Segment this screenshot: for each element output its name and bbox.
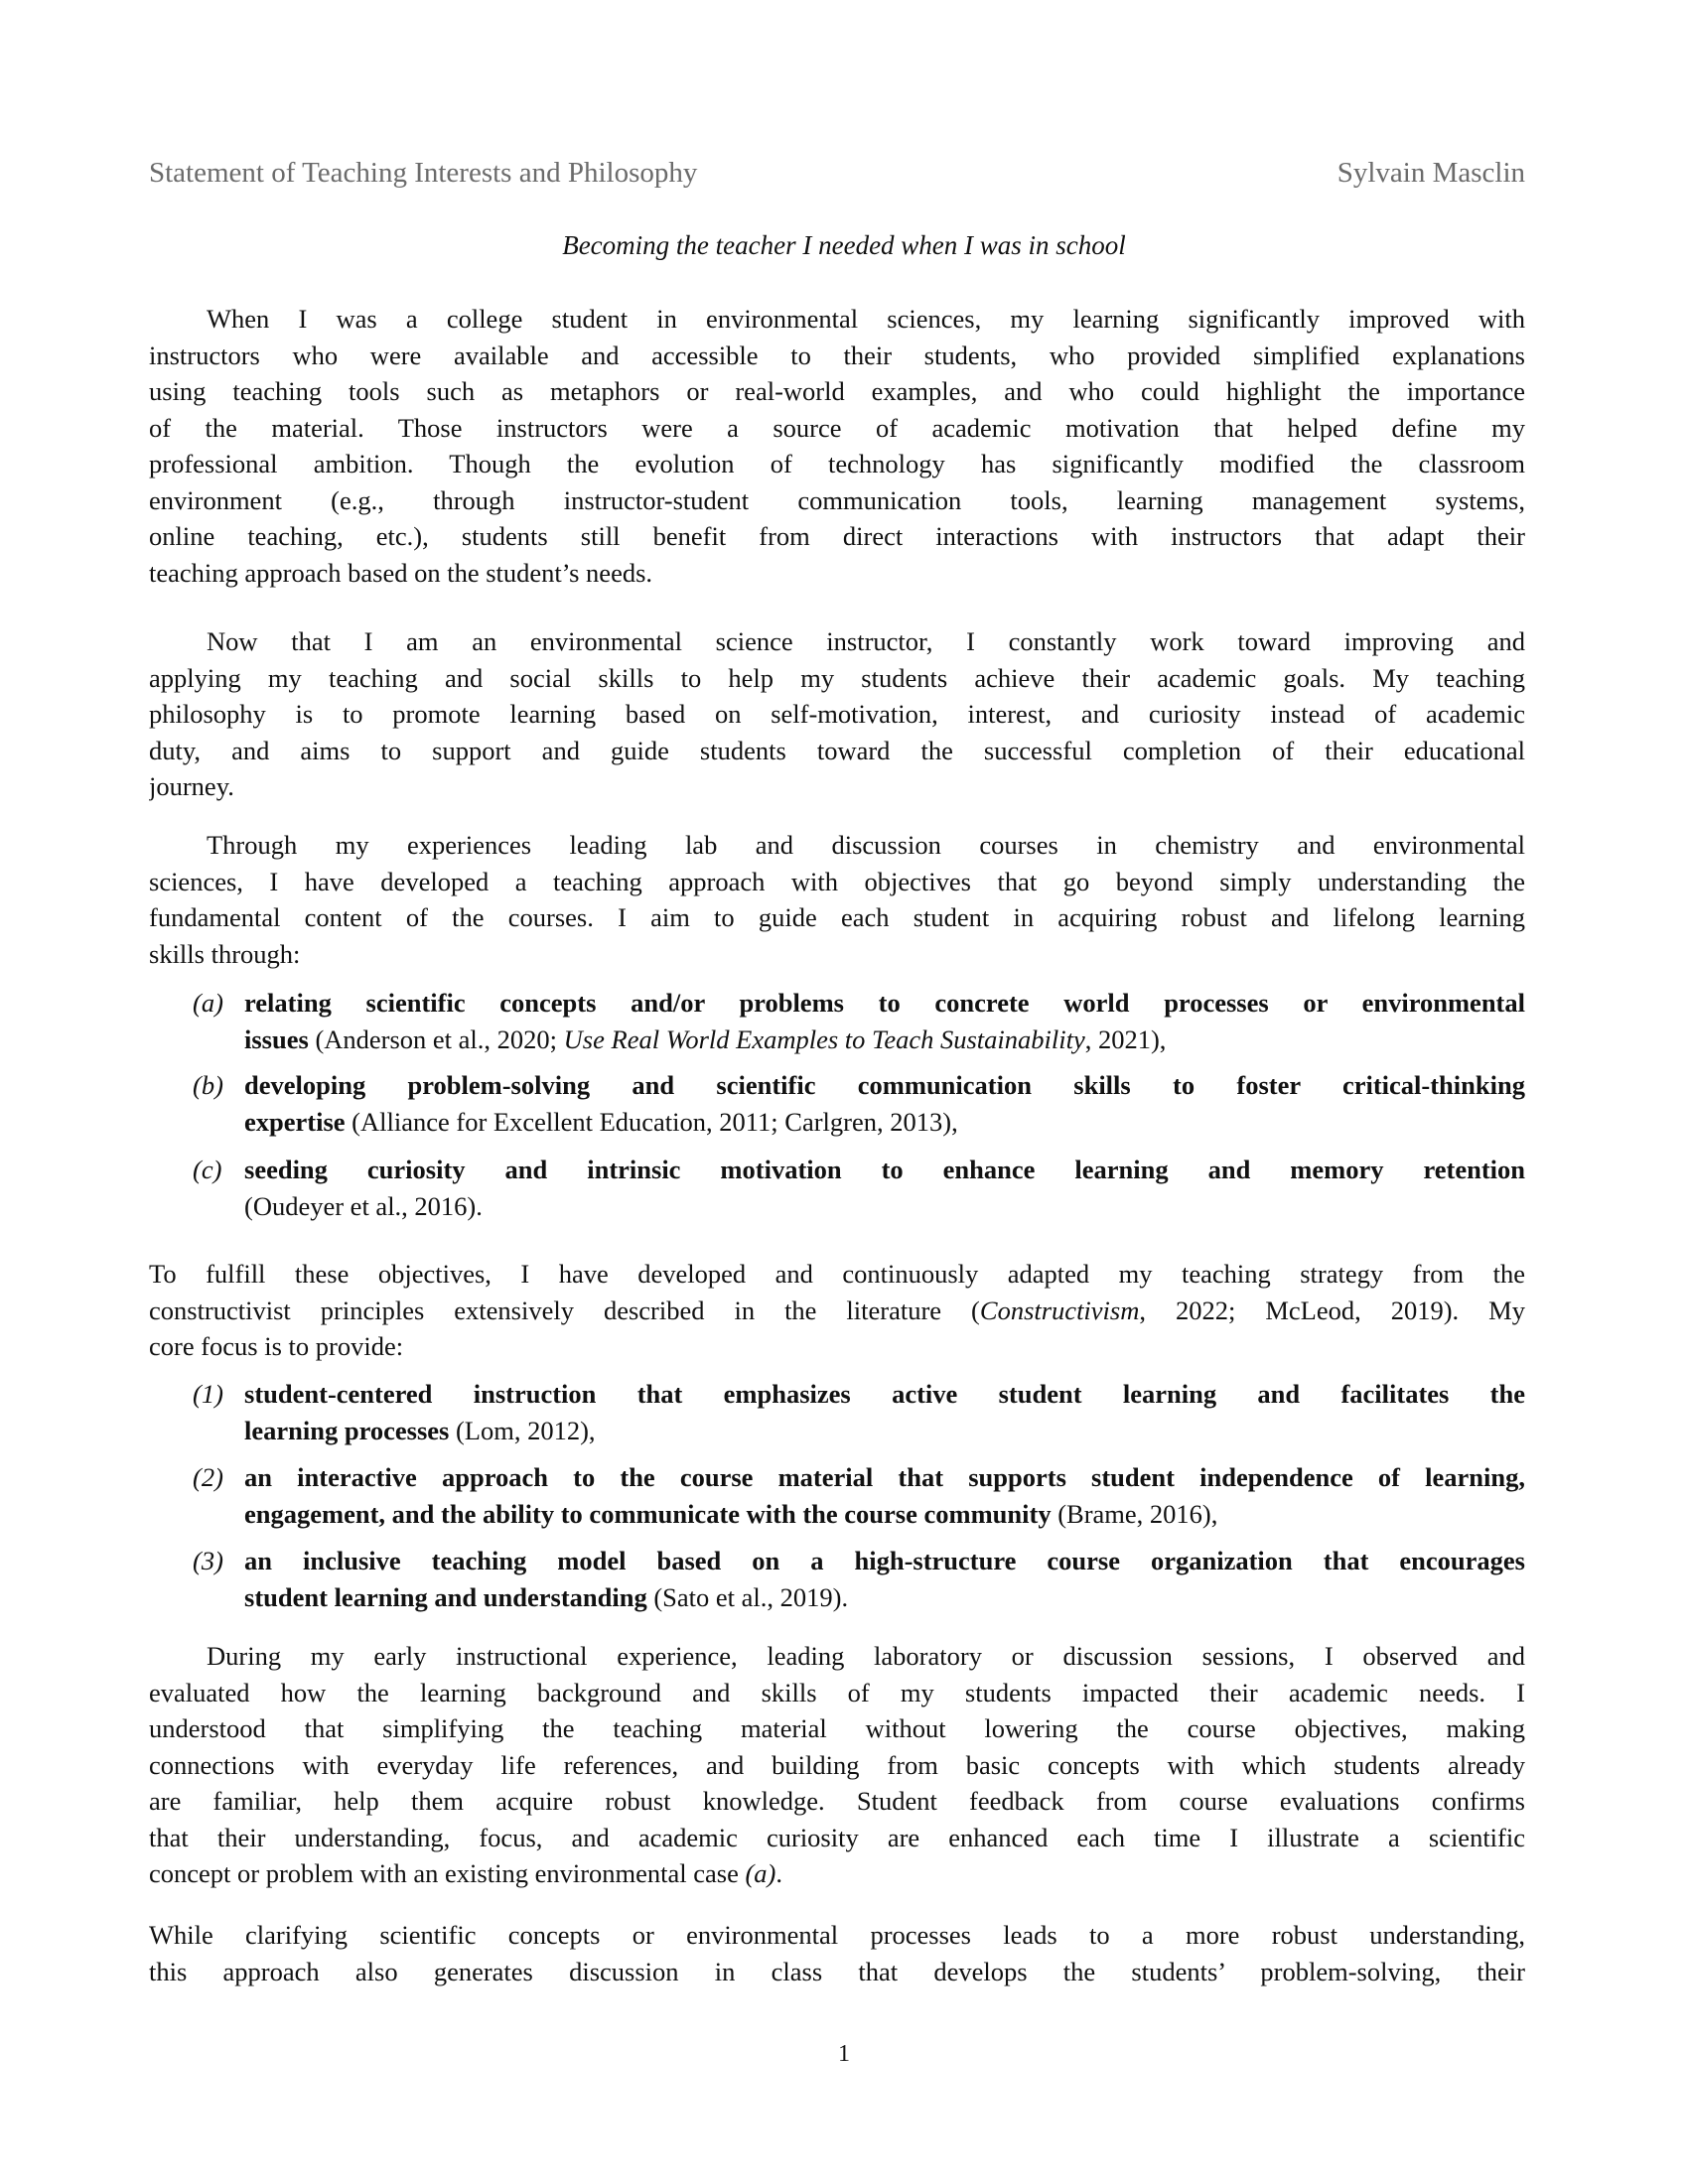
text-line	[149, 623, 1525, 660]
text-line	[149, 1783, 1525, 1820]
text-run: understood that simplifying the teaching material without lowering the course objectives, making	[149, 1713, 1525, 1743]
list-item	[149, 985, 1525, 1057]
text-run: duty, and aims to support and guide students toward the successful completion of their educational	[149, 735, 1525, 765]
bold-text: developing problem-solving and scientific communication skills to foster critical-thinking	[244, 1070, 1525, 1100]
text-line	[149, 301, 1525, 338]
text-line	[244, 1413, 1525, 1449]
text-line	[149, 1917, 1525, 1954]
list-item	[149, 1459, 1525, 1532]
text-run: .	[775, 1858, 783, 1888]
text-line	[149, 1747, 1525, 1784]
list-item	[149, 1152, 1525, 1224]
text-run: To fulfill these objectives, I have developed and continuously adapted my teaching strategy from the	[149, 1259, 1525, 1289]
text-run: (Sato et al., 2019).	[646, 1581, 849, 1612]
text-run: , 2021),	[1084, 1024, 1167, 1054]
text-line	[149, 660, 1525, 697]
list-item-label: (3)	[193, 1546, 223, 1575]
text-line	[244, 1188, 1525, 1225]
text-run: journey.	[149, 771, 234, 801]
text-line	[244, 1496, 1525, 1533]
text-run: skills through:	[149, 938, 301, 969]
list-item-label: (b)	[193, 1070, 223, 1100]
paragraph	[149, 623, 1525, 805]
paragraph	[149, 1638, 1525, 1892]
italic-text: Use Real World Examples to Teach Sustainability	[563, 1024, 1085, 1054]
text-run: (Brame, 2016),	[1051, 1498, 1218, 1529]
list-item	[149, 1543, 1525, 1615]
text-line	[149, 827, 1525, 864]
text-line	[244, 1579, 1525, 1616]
list-item	[149, 1376, 1525, 1448]
text-run: (Lom, 2012),	[449, 1415, 596, 1445]
document-subtitle: Becoming the teacher I needed when I was in school	[562, 230, 1126, 260]
bold-text: learning processes	[244, 1415, 450, 1445]
bold-text: issues	[244, 1024, 309, 1054]
text-run: that their understanding, focus, and academic curiosity are enhanced each time I illustrate a scientific	[149, 1822, 1525, 1852]
text-run: instructors who were available and accessible to their students, who provided simplified explanations	[149, 340, 1525, 370]
bold-text: an interactive approach to the course material that supports student independence of learning,	[244, 1462, 1525, 1492]
text-line	[244, 1543, 1525, 1579]
text-run: (Oudeyer et al., 2016).	[244, 1190, 483, 1221]
list-item-body	[244, 1152, 1525, 1224]
text-line	[149, 1855, 1525, 1892]
bold-text: student-centered instruction that emphasizes active student learning and facilitates the	[244, 1379, 1525, 1409]
text-run: connections with everyday life references, and building from basic concepts with which students already	[149, 1749, 1525, 1780]
text-line	[149, 1293, 1525, 1329]
text-run: teaching approach based on the student’s needs.	[149, 557, 653, 588]
text-line	[149, 482, 1525, 519]
text-run: are familiar, help them acquire robust knowledge. Student feedback from course evaluations confirms	[149, 1786, 1525, 1816]
text-run: sciences, I have developed a teaching approach with objectives that go beyond simply understanding the	[149, 866, 1525, 896]
text-line	[149, 1675, 1525, 1711]
text-run: constructivist principles extensively described in the literature (	[149, 1295, 980, 1325]
running-header-author: Sylvain Masclin	[1336, 157, 1525, 189]
text-run: philosophy is to promote learning based on self-motivation, interest, and curiosity instead of academic	[149, 699, 1525, 729]
paragraph	[149, 827, 1525, 972]
text-run: applying my teaching and social skills to help my students achieve their academic goals. My teaching	[149, 662, 1525, 693]
text-run: , 2022; McLeod, 2019). My	[1139, 1295, 1525, 1325]
text-line	[149, 1638, 1525, 1675]
list-item-label: (1)	[193, 1379, 223, 1409]
list-item-body	[244, 1376, 1525, 1448]
bold-text: expertise	[244, 1106, 346, 1137]
text-run: professional ambition. Though the evolution of technology has significantly modified the classroom	[149, 449, 1525, 478]
list-item	[149, 1067, 1525, 1140]
text-line	[149, 864, 1525, 900]
text-line	[244, 1104, 1525, 1141]
text-run: Through my experiences leading lab and discussion courses in chemistry and environmental	[207, 830, 1525, 860]
text-line	[149, 338, 1525, 374]
text-line	[149, 1328, 1525, 1365]
page-number: 1	[838, 2041, 850, 2067]
bold-text: relating scientific concepts and/or problems to concrete world processes or environmental	[244, 988, 1525, 1018]
text-line	[149, 733, 1525, 769]
text-line	[149, 1256, 1525, 1293]
text-line	[149, 518, 1525, 555]
text-line	[149, 696, 1525, 733]
text-run: online teaching, etc.), students still benefit from direct interactions with instructors that adapt their	[149, 521, 1525, 551]
text-run: using teaching tools such as metaphors or real-world examples, and who could highlight the importance	[149, 376, 1525, 406]
text-line	[244, 985, 1525, 1022]
text-run: of the material. Those instructors were a source of academic motivation that helped define my	[149, 412, 1525, 443]
paragraph	[149, 301, 1525, 591]
text-line	[149, 1710, 1525, 1747]
text-line	[149, 768, 1525, 805]
text-run: evaluated how the learning background and skills of my students impacted their academic needs. I	[149, 1677, 1525, 1707]
list-item-body	[244, 1459, 1525, 1532]
text-line	[149, 410, 1525, 447]
bold-text: student learning and understanding	[244, 1581, 647, 1612]
list-item-body	[244, 1543, 1525, 1615]
text-run: this approach also generates discussion in class that develops the students’ problem-solving, their	[149, 1956, 1525, 1986]
text-line	[149, 1820, 1525, 1856]
text-line	[149, 936, 1525, 973]
list-item-body	[244, 1067, 1525, 1140]
running-header-title: Statement of Teaching Interests and Philosophy	[149, 157, 698, 189]
text-run: Now that I am an environmental science instructor, I constantly work toward improving and	[207, 626, 1525, 656]
bold-text: seeding curiosity and intrinsic motivation to enhance learning and memory retention	[244, 1155, 1525, 1184]
italic-text: (a)	[745, 1858, 776, 1888]
bold-text: an inclusive teaching model based on a high-structure course organization that encourages	[244, 1546, 1525, 1575]
list-item-label: (a)	[193, 988, 223, 1018]
list-item-body	[244, 985, 1525, 1057]
list-item-label: (2)	[193, 1462, 223, 1492]
text-line	[244, 1022, 1525, 1058]
paragraph	[149, 1917, 1525, 1989]
text-line	[244, 1067, 1525, 1104]
text-line	[149, 446, 1525, 482]
text-run: fundamental content of the courses. I aim to guide each student in acquiring robust and lifelong learning	[149, 902, 1525, 932]
list-item-label: (c)	[193, 1155, 222, 1184]
text-run: When I was a college student in environmental sciences, my learning significantly improved with	[207, 304, 1525, 334]
text-line	[149, 899, 1525, 936]
text-line	[149, 555, 1525, 592]
text-run: During my early instructional experience, leading laboratory or discussion sessions, I observed and	[207, 1641, 1525, 1671]
text-run: (Alliance for Excellent Education, 2011; Carlgren, 2013),	[345, 1106, 958, 1137]
text-line	[149, 1954, 1525, 1990]
bold-text: engagement, and the ability to communicate with the course community	[244, 1498, 1052, 1529]
paragraph	[149, 1256, 1525, 1365]
text-line	[244, 1152, 1525, 1188]
text-line	[149, 373, 1525, 410]
text-line	[244, 1376, 1525, 1413]
text-run: core focus is to provide:	[149, 1331, 404, 1361]
text-run: environment (e.g., through instructor-student communication tools, learning management systems,	[149, 484, 1525, 515]
text-run: While clarifying scientific concepts or environmental processes leads to a more robust understanding,	[149, 1920, 1525, 1950]
text-run: concept or problem with an existing environmental case	[149, 1858, 746, 1888]
italic-text: Constructivism	[979, 1295, 1140, 1325]
text-run: (Anderson et al., 2020;	[308, 1024, 564, 1054]
text-line	[244, 1459, 1525, 1496]
